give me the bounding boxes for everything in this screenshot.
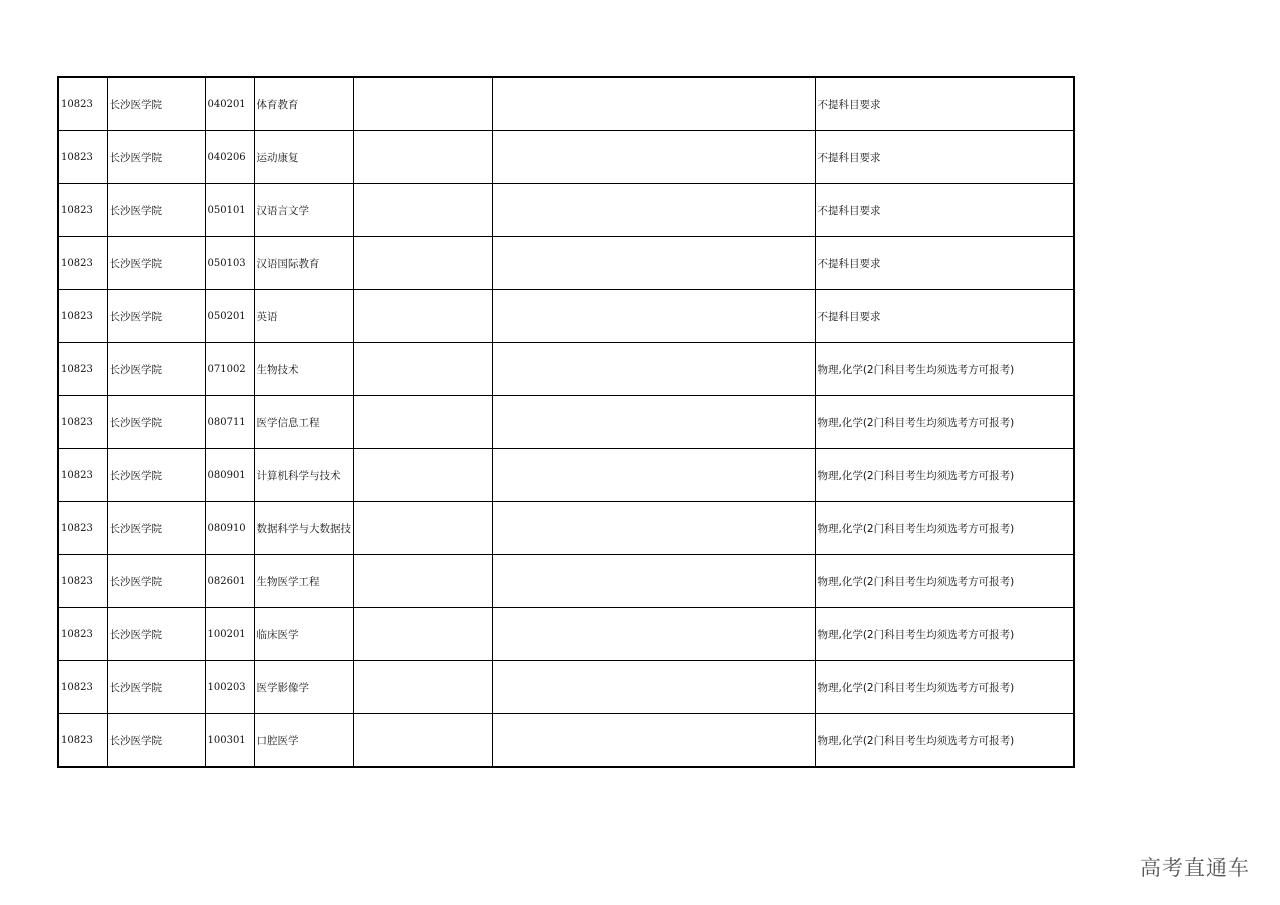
- major-name-cell: 运动康复: [254, 131, 353, 184]
- subject-requirement-cell: 物理,化学(2门科目考生均须选考方可报考): [815, 396, 1074, 449]
- major-code-cell: 100301: [205, 714, 254, 768]
- subject-requirement-cell: 不提科目要求: [815, 77, 1074, 131]
- major-code-cell: 050103: [205, 237, 254, 290]
- subject-requirement-cell: 不提科目要求: [815, 237, 1074, 290]
- school-name-cell: 长沙医学院: [107, 237, 205, 290]
- blank-cell: [353, 290, 492, 343]
- subject-requirement-cell: 物理,化学(2门科目考生均须选考方可报考): [815, 661, 1074, 714]
- subject-requirement-cell: 不提科目要求: [815, 131, 1074, 184]
- school-code-cell: 10823: [58, 714, 107, 768]
- major-code-cell: 071002: [205, 343, 254, 396]
- school-name-cell: 长沙医学院: [107, 343, 205, 396]
- table-row: [58, 184, 1074, 237]
- table-body: [58, 77, 1074, 767]
- school-code-cell: 10823: [58, 502, 107, 555]
- table-row: [58, 131, 1074, 184]
- school-name-cell: 长沙医学院: [107, 396, 205, 449]
- school-name-cell: 长沙医学院: [107, 449, 205, 502]
- major-name-cell: 英语: [254, 290, 353, 343]
- blank-cell: [492, 661, 815, 714]
- blank-cell: [492, 77, 815, 131]
- subject-requirement-cell: 物理,化学(2门科目考生均须选考方可报考): [815, 502, 1074, 555]
- table-row: [58, 396, 1074, 449]
- school-code-cell: 10823: [58, 237, 107, 290]
- major-code-cell: 080901: [205, 449, 254, 502]
- blank-cell: [353, 714, 492, 768]
- school-name-cell: 长沙医学院: [107, 184, 205, 237]
- blank-cell: [353, 608, 492, 661]
- table-row: [58, 290, 1074, 343]
- school-code-cell: 10823: [58, 343, 107, 396]
- table-row: [58, 714, 1074, 768]
- major-code-cell: 100203: [205, 661, 254, 714]
- major-code-cell: 050101: [205, 184, 254, 237]
- blank-cell: [353, 237, 492, 290]
- school-name-cell: 长沙医学院: [107, 290, 205, 343]
- school-name-cell: 长沙医学院: [107, 608, 205, 661]
- major-code-cell: 040206: [205, 131, 254, 184]
- blank-cell: [492, 449, 815, 502]
- subject-requirement-cell: 物理,化学(2门科目考生均须选考方可报考): [815, 714, 1074, 768]
- major-name-cell: 口腔医学: [254, 714, 353, 768]
- blank-cell: [492, 290, 815, 343]
- school-code-cell: 10823: [58, 131, 107, 184]
- blank-cell: [353, 555, 492, 608]
- blank-cell: [353, 661, 492, 714]
- watermark-text: 高考直通车: [1140, 856, 1250, 880]
- major-name-cell: 生物技术: [254, 343, 353, 396]
- table-row: [58, 502, 1074, 555]
- table-row: [58, 343, 1074, 396]
- blank-cell: [492, 184, 815, 237]
- school-code-cell: 10823: [58, 184, 107, 237]
- table-row: [58, 449, 1074, 502]
- subject-requirement-table: [57, 76, 1075, 768]
- subject-requirement-cell: 物理,化学(2门科目考生均须选考方可报考): [815, 343, 1074, 396]
- table-row: [58, 77, 1074, 131]
- major-code-cell: 082601: [205, 555, 254, 608]
- blank-cell: [492, 608, 815, 661]
- blank-cell: [492, 131, 815, 184]
- school-code-cell: 10823: [58, 608, 107, 661]
- major-code-cell: 040201: [205, 77, 254, 131]
- school-name-cell: 长沙医学院: [107, 661, 205, 714]
- major-name-cell: 数据科学与大数据技: [254, 502, 353, 555]
- blank-cell: [353, 131, 492, 184]
- major-name-cell: 医学信息工程: [254, 396, 353, 449]
- school-code-cell: 10823: [58, 661, 107, 714]
- school-code-cell: 10823: [58, 449, 107, 502]
- blank-cell: [353, 77, 492, 131]
- major-code-cell: 080910: [205, 502, 254, 555]
- major-name-cell: 汉语国际教育: [254, 237, 353, 290]
- major-name-cell: 医学影像学: [254, 661, 353, 714]
- major-code-cell: 080711: [205, 396, 254, 449]
- blank-cell: [492, 343, 815, 396]
- subject-requirement-cell: 不提科目要求: [815, 184, 1074, 237]
- school-name-cell: 长沙医学院: [107, 77, 205, 131]
- subject-requirement-cell: 物理,化学(2门科目考生均须选考方可报考): [815, 449, 1074, 502]
- blank-cell: [492, 555, 815, 608]
- school-code-cell: 10823: [58, 77, 107, 131]
- subject-requirement-cell: 物理,化学(2门科目考生均须选考方可报考): [815, 555, 1074, 608]
- blank-cell: [353, 502, 492, 555]
- major-code-cell: 050201: [205, 290, 254, 343]
- blank-cell: [492, 396, 815, 449]
- subject-requirement-cell: 物理,化学(2门科目考生均须选考方可报考): [815, 608, 1074, 661]
- blank-cell: [353, 184, 492, 237]
- major-name-cell: 体育教育: [254, 77, 353, 131]
- blank-cell: [492, 502, 815, 555]
- table-row: [58, 608, 1074, 661]
- school-name-cell: 长沙医学院: [107, 502, 205, 555]
- school-code-cell: 10823: [58, 396, 107, 449]
- subject-requirement-cell: 不提科目要求: [815, 290, 1074, 343]
- school-code-cell: 10823: [58, 555, 107, 608]
- school-name-cell: 长沙医学院: [107, 714, 205, 768]
- blank-cell: [353, 449, 492, 502]
- school-name-cell: 长沙医学院: [107, 555, 205, 608]
- major-name-cell: 计算机科学与技术: [254, 449, 353, 502]
- blank-cell: [492, 714, 815, 768]
- blank-cell: [353, 396, 492, 449]
- major-name-cell: 汉语言文学: [254, 184, 353, 237]
- blank-cell: [353, 343, 492, 396]
- school-code-cell: 10823: [58, 290, 107, 343]
- major-code-cell: 100201: [205, 608, 254, 661]
- major-name-cell: 临床医学: [254, 608, 353, 661]
- table-row: [58, 661, 1074, 714]
- table-row: [58, 555, 1074, 608]
- table-row: [58, 237, 1074, 290]
- blank-cell: [492, 237, 815, 290]
- school-name-cell: 长沙医学院: [107, 131, 205, 184]
- major-name-cell: 生物医学工程: [254, 555, 353, 608]
